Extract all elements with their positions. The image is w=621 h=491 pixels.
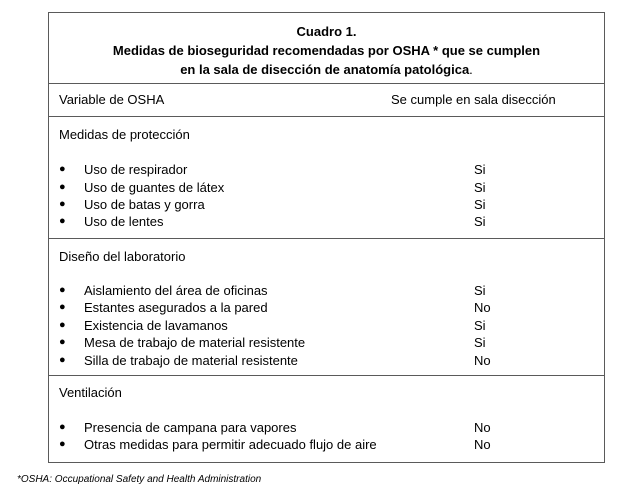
table-row <box>49 196 604 213</box>
row-label: Mesa de trabajo de material resistente <box>84 335 306 350</box>
row-label: Uso de guantes de látex <box>84 180 225 195</box>
row-label: Silla de trabajo de material resistente <box>84 353 298 368</box>
footnote: *OSHA: Occupational Safety and Health Administration <box>17 474 262 485</box>
bullet-icon: ● <box>59 438 66 450</box>
section-title: Diseño del laboratorio <box>59 249 186 264</box>
section-diseno <box>49 239 604 376</box>
bullet-icon: ● <box>59 163 66 175</box>
row-label: Aislamiento del área de oficinas <box>84 283 268 298</box>
table-row <box>49 299 604 316</box>
caption-period: . <box>469 62 473 77</box>
row-value: No <box>474 420 491 435</box>
bullet-icon: ● <box>59 301 66 313</box>
bullet-icon: ● <box>59 336 66 348</box>
row-value: Si <box>474 197 486 212</box>
table-header-row <box>49 84 604 117</box>
row-label: Otras medidas para permitir adecuado flujo de aire <box>84 437 377 452</box>
row-label: Uso de lentes <box>84 214 164 229</box>
row-value: Si <box>474 318 486 333</box>
row-label: Presencia de campana para vapores <box>84 420 297 435</box>
row-value: Si <box>474 162 486 177</box>
osha-table <box>48 12 605 463</box>
section-title: Medidas de protección <box>59 127 190 142</box>
row-value: Si <box>474 214 486 229</box>
section-title: Ventilación <box>59 385 122 400</box>
bullet-icon: ● <box>59 284 66 296</box>
table-row <box>49 419 604 436</box>
caption-number: Cuadro 1. <box>296 24 357 39</box>
row-label: Estantes asegurados a la pared <box>84 300 268 315</box>
bullet-icon: ● <box>59 354 66 366</box>
table-row <box>49 282 604 299</box>
row-label: Existencia de lavamanos <box>84 318 228 333</box>
section-proteccion <box>49 117 604 239</box>
table-row <box>49 179 604 196</box>
row-value: No <box>474 353 491 368</box>
row-value: Si <box>474 283 486 298</box>
row-value: Si <box>474 335 486 350</box>
bullet-icon: ● <box>59 215 66 227</box>
header-variable: Variable de OSHA <box>59 92 165 107</box>
header-compliance: Se cumple en sala disección <box>391 92 556 107</box>
bullet-icon: ● <box>59 421 66 433</box>
row-label: Uso de batas y gorra <box>84 197 205 212</box>
table-row <box>49 161 604 178</box>
bullet-icon: ● <box>59 181 66 193</box>
caption-title-line-2-text: en la sala de disección de anatomía patológica <box>180 62 470 77</box>
table-row <box>49 317 604 334</box>
bullet-icon: ● <box>59 198 66 210</box>
row-value: Si <box>474 180 486 195</box>
table-row <box>49 436 604 453</box>
section-ventilacion <box>49 376 604 462</box>
table-row <box>49 334 604 351</box>
caption-title-line-2 <box>49 60 604 79</box>
table-row <box>49 352 604 369</box>
row-value: No <box>474 300 491 315</box>
row-label: Uso de respirador <box>84 162 188 177</box>
bullet-icon: ● <box>59 319 66 331</box>
caption-title-line-1: Medidas de bioseguridad recomendadas por OSHA * que se cumplen <box>112 43 541 58</box>
table-caption <box>49 13 604 84</box>
table-row <box>49 213 604 230</box>
row-value: No <box>474 437 491 452</box>
